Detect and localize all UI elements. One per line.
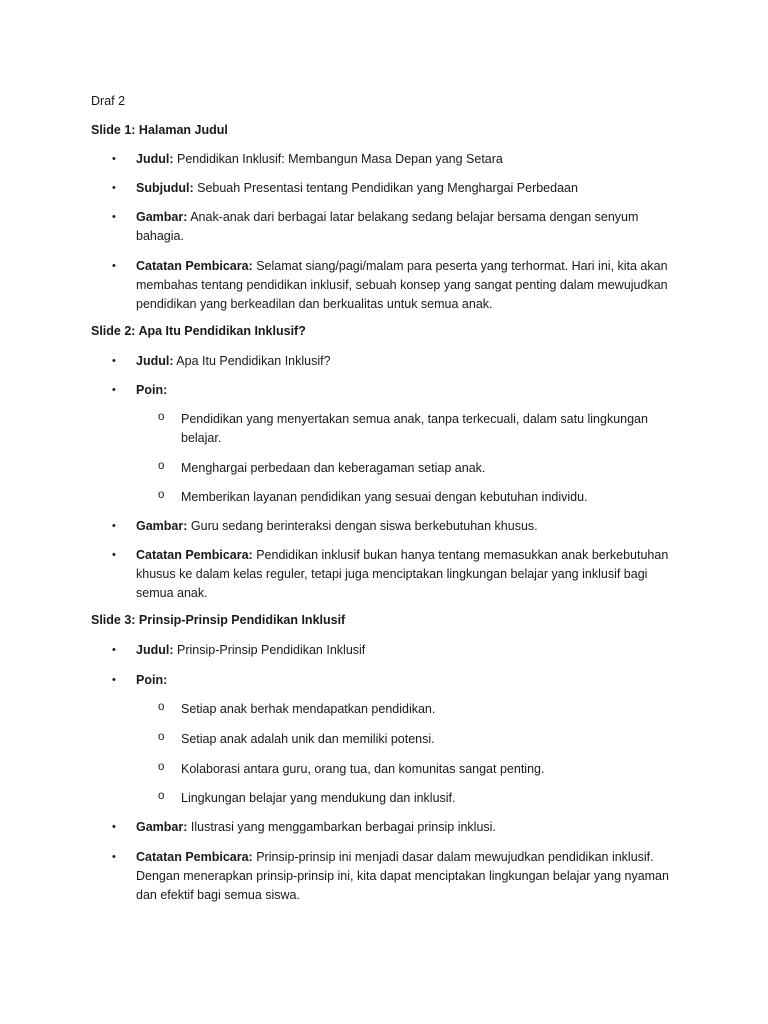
slide3-point-3: Kolaborasi antara guru, orang tua, dan komunitas sangat penting. [181,762,545,776]
sub-bullet-marker: o [158,701,165,713]
sub-bullet-marker: o [158,731,165,743]
slide1-catatan-label: Catatan Pembicara: [136,259,253,273]
slide2-gambar-label: Gambar: [136,519,188,533]
slide2-judul-text: Apa Itu Pendidikan Inklusif? [176,354,331,368]
slide3-gambar-label: Gambar: [136,820,188,834]
slide3-heading [91,613,345,627]
slide3-point-4: Lingkungan belajar yang mendukung dan inklusif. [181,791,456,805]
slide3-heading-text: Slide 3: Prinsip-Prinsip Pendidikan Inklusif [91,613,346,627]
slide3-poin-item [136,671,676,690]
bullet-marker: • [112,384,116,396]
slide1-judul-label: Judul: [136,152,174,166]
bullet-marker: • [112,644,116,656]
slide1-gambar-item [136,208,676,246]
slide3-catatan-text: Prinsip-prinsip ini menjadi dasar dalam mewujudkan pendidikan inklusif. Dengan menerapkan prinsip-prinsip ini, kita dapat menciptakan lingkungan belajar yang nyaman dan efektif bagi semua siswa. [136,850,669,902]
slide2-heading-text: Slide 2: Apa Itu Pendidikan Inklusif? [91,324,306,338]
slide1-subjudul-text: Sebuah Presentasi tentang Pendidikan yang Menghargai Perbedaan [197,181,578,195]
slide3-gambar-item [136,818,676,837]
slide1-heading [91,123,228,137]
bullet-marker: • [112,821,116,833]
slide1-heading-text: Slide 1: Halaman Judul [91,123,228,137]
slide3-judul-label: Judul: [136,643,174,657]
bullet-marker: • [112,520,116,532]
bullet-marker: • [112,260,116,272]
slide1-subjudul-label: Subjudul: [136,181,194,195]
slide2-gambar-item [136,517,676,536]
bullet-marker: • [112,674,116,686]
draft-label: Draf 2 [91,94,126,108]
slide2-point-2: Menghargai perbedaan dan keberagaman setiap anak. [181,461,486,475]
slide2-gambar-text: Guru sedang berinteraksi dengan siswa berkebutuhan khusus. [190,519,538,533]
bullet-marker: • [112,549,116,561]
bullet-marker: • [112,182,116,194]
sub-bullet-marker: o [158,460,165,472]
slide3-point-1: Setiap anak berhak mendapatkan pendidikan. [181,702,436,716]
slide2-heading [91,324,306,338]
slide3-judul-item [136,641,676,660]
slide1-catatan-item [136,257,676,314]
bullet-marker: • [112,153,116,165]
slide1-catatan-text: Selamat siang/pagi/malam para peserta yang terhormat. Hari ini, kita akan membahas tentang pendidikan inklusif, sebuah konsep yang sangat penting dalam mewujudkan pendidikan yang berkeadilan dan berkualitas untuk semua anak. [136,259,668,311]
slide2-poin-label: Poin: [136,383,168,397]
bullet-marker: • [112,355,116,367]
slide3-catatan-item [136,848,676,905]
slide3-judul-text: Prinsip-Prinsip Pendidikan Inklusif [176,643,366,657]
sub-bullet-marker: o [158,411,165,423]
slide3-catatan-label: Catatan Pembicara: [136,850,253,864]
slide1-gambar-label: Gambar: [136,210,188,224]
bullet-marker: • [112,851,116,863]
slide1-subjudul-item [136,179,676,198]
sub-bullet-marker: o [158,790,165,802]
bullet-marker: • [112,211,116,223]
slide2-point-3: Memberikan layanan pendidikan yang sesuai dengan kebutuhan individu. [181,490,588,504]
slide2-catatan-item [136,546,676,603]
slide1-judul-item [136,150,676,169]
slide2-catatan-text: Pendidikan inklusif bukan hanya tentang memasukkan anak berkebutuhan khusus ke dalam kelas reguler, tetapi juga menciptakan lingkungan belajar yang inklusif bagi semua anak. [136,548,669,600]
slide3-poin-label: Poin: [136,673,168,687]
slide2-poin-item [136,381,676,400]
slide1-judul-text: Pendidikan Inklusif: Membangun Masa Depan yang Setara [176,152,503,166]
slide2-point-1: Pendidikan yang menyertakan semua anak, tanpa terkecuali, dalam satu lingkungan belajar. [181,412,648,445]
slide1-gambar-text: Anak-anak dari berbagai latar belakang sedang belajar bersama dengan senyum bahagia. [136,210,639,243]
slide2-judul-item [136,352,676,371]
slide2-catatan-label: Catatan Pembicara: [136,548,253,562]
slide3-point-2: Setiap anak adalah unik dan memiliki potensi. [181,732,435,746]
sub-bullet-marker: o [158,489,165,501]
slide2-judul-label: Judul: [136,354,174,368]
sub-bullet-marker: o [158,761,165,773]
slide3-gambar-text: Ilustrasi yang menggambarkan berbagai prinsip inklusi. [190,820,496,834]
